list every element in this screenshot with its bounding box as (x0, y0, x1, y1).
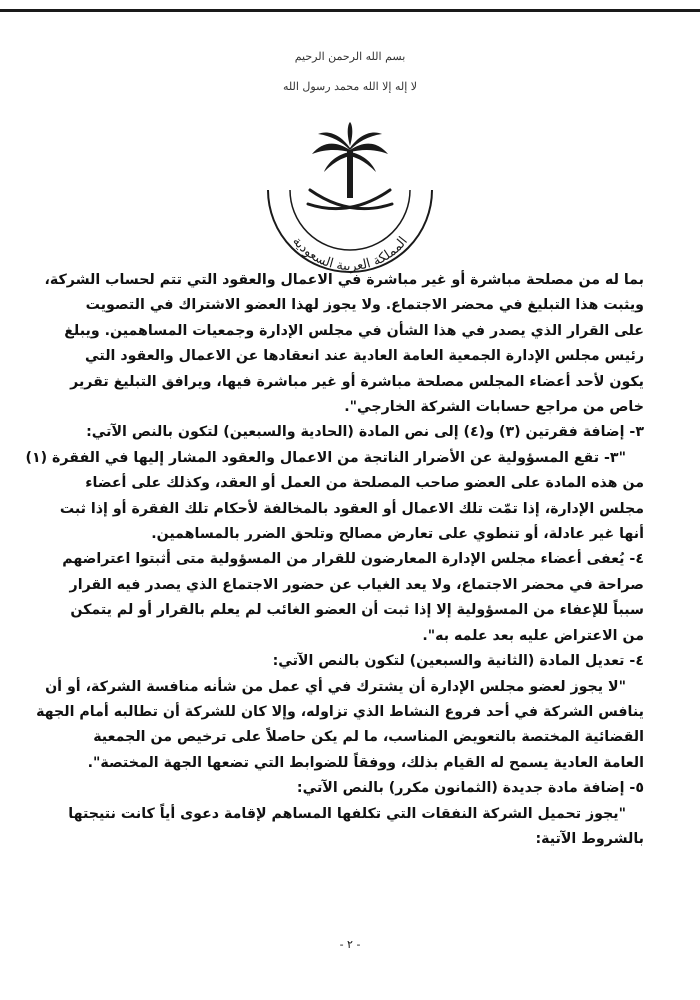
body-line: خاص من مراجع حسابات الشركة الخارجي". (344, 399, 644, 416)
section-heading: ٥- إضافة مادة جديدة (الثمانون مكرر) بالنص الآتي: (296, 780, 644, 797)
body-line: ينافس الشركة في أحد فروع النشاط الذي تزاوله، وإلا كان للشركة أن تطالبه أمام الجهة (36, 703, 644, 720)
body-line: العامة العادية يسمح له القيام بذلك، ووفقاً للضوابط التي تضعها الجهة المختصة". (87, 754, 644, 771)
body-line: ٤- يُعفى أعضاء مجلس الإدارة المعارضون للقرار من المسؤولية متى أثبتوا اعتراضهم (62, 551, 644, 568)
body-line: "لا يجوز لعضو مجلس الإدارة أن يشترك في أي عمل من شأنه منافسة الشركة، أو أن (45, 678, 626, 695)
shahada-text: لا إله إلا الله محمد رسول الله (282, 80, 418, 93)
body-line: صراحة في محضر الاجتماع، ولا يعد الغياب عن حضور الاجتماع الذي يصدر فيه القرار (69, 576, 644, 593)
body-line: من هذه المادة على العضو صاحب المصلحة من العمل أو العقد، وكذلك على أعضاء (85, 475, 644, 492)
top-border-rule (0, 9, 700, 12)
document-body (25, 268, 644, 852)
body-line: "٣- تقع المسؤولية عن الأضرار الناتجة من الاعمال والعقود المشار إليها في الفقرة (١) (25, 449, 626, 466)
body-line: ويثبت هذا التبليغ في محضر الاجتماع. ولا يجوز لهذا العضو الاشتراك في التصويت (85, 297, 644, 314)
body-line: رئيس مجلس الإدارة الجمعية العامة العادية عند انعقادها عن الاعمال والعقود التي (85, 348, 644, 365)
body-line: يكون لأحد أعضاء المجلس مصلحة مباشرة أو غير مباشرة فيها، ويرافق التبليغ تقرير (70, 373, 644, 390)
section-heading: ٣- إضافة فقرتين (٣) و(٤) إلى نص المادة (الحادية والسبعين) لتكون بالنص الآتي: (86, 424, 644, 441)
body-line: على القرار الذي يصدر في هذا الشأن في مجلس الإدارة وجمعيات المساهمين. ويبلغ (64, 322, 644, 339)
basmala-text: بسم الله الرحمن الرحيم (294, 50, 406, 63)
saudi-emblem-icon (250, 120, 450, 290)
body-line: سبباً للإعفاء من المسؤولية إلا إذا ثبت أن العضو الغائب لم يعلم بالقرار أو لم يتمكن (70, 602, 644, 619)
body-line: بالشروط الآتية: (535, 830, 644, 847)
body-line: مجلس الإدارة، إذا تمّت تلك الاعمال أو العقود بالمخالفة لأحكام تلك الفقرة أو إذا ثبت (59, 500, 644, 517)
page-number: - ٢ - (339, 938, 361, 951)
section-heading: ٤- تعديل المادة (الثانية والسبعين) لتكون بالنص الآتي: (272, 653, 644, 670)
body-line: "يجوز تحميل الشركة النفقات التي تكلفها المساهم لإقامة دعوى أياً كانت نتيجتها (68, 805, 626, 822)
body-line: أنها غير عادلة، أو تنطوي على تعارض مصالح وتلحق الضرر بالمساهمين. (151, 526, 644, 543)
letterhead (250, 40, 450, 275)
body-line: القضائية المختصة بالتعويض المناسب، ما لم يكن حاصلاً على ترخيص من الجمعية (93, 729, 644, 746)
body-line: من الاعتراض عليه بعد علمه به". (422, 627, 644, 644)
emblem-arc-text: المملكة العربية السعودية (289, 234, 411, 275)
body-line: بما له من مصلحة مباشرة أو غير مباشرة في الاعمال والعقود التي تتم لحساب الشركة، (44, 272, 644, 288)
